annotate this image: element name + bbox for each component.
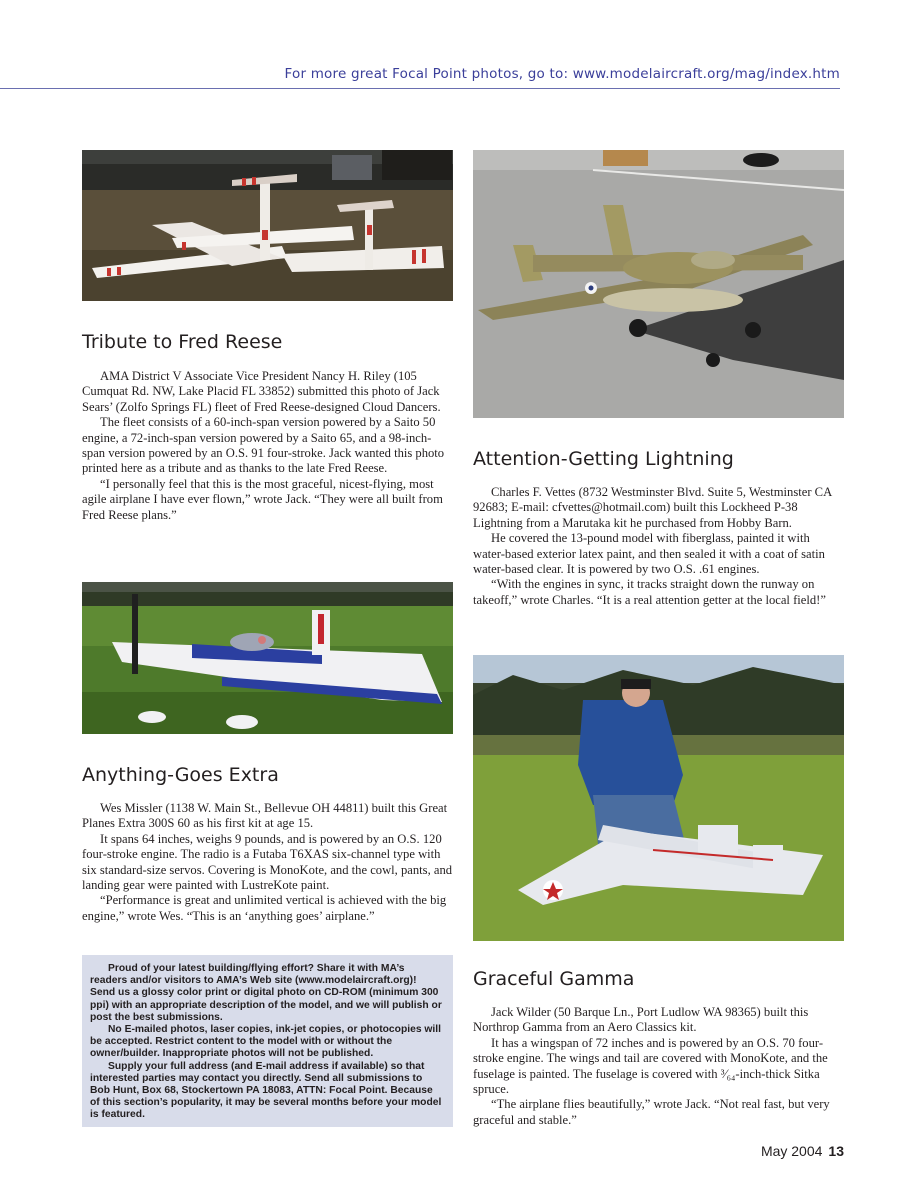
article-paragraph: He covered the 13-pound model with fiberglass, painted it with water-based exterior latex paint, and then sealed it with a coat of satin water-based clear. It is powered by two O.S. .61 engines.	[473, 531, 825, 577]
article-body-extra	[82, 801, 453, 924]
article-title-lightning: Attention-Getting Lightning	[473, 448, 734, 470]
article-paragraph: “Performance is great and unlimited vertical is achieved with the big engine,” wrote Wes. “This is an ‘anything goes’ airplane.”	[82, 893, 447, 923]
article-title-gamma: Graceful Gamma	[473, 968, 635, 990]
submission-paragraph: Supply your full address (and E-mail address if available) so that interested parties may contact you directly. Send all submissions to Bob Hunt, Box 68, Stockertown PA 18083, ATTN: Focal Point. Because of this section’s popularity, it may be several months before your model is featured.	[90, 1060, 442, 1121]
page-number: 13	[828, 1143, 844, 1159]
article-paragraph: “I personally feel that this is the most graceful, nicest-flying, most agile airplane I have ever flown,” wrote Jack. “They were all built from Fred Reese plans.”	[82, 476, 443, 522]
promo-link-text[interactable]: For more great Focal Point photos, go to: www.modelaircraft.org/mag/index.htm	[284, 66, 840, 82]
article-paragraph: The fleet consists of a 60-inch-span version powered by a Saito 50 engine, a 72-inch-span version powered by a Saito 65, and a 98-inch-span version powered by an O.S. 91 four-stroke. Jack wanted this photo printed here as a tribute and as thanks to the late Fred Reese.	[82, 415, 445, 476]
page-footer	[761, 1143, 844, 1159]
article-paragraph: Jack Wilder (50 Barque Ln., Port Ludlow WA 98365) built this Northrop Gamma from an Aero Classics kit.	[473, 1005, 809, 1035]
article-title-fred-reese: Tribute to Fred Reese	[82, 331, 283, 353]
article-paragraph: Wes Missler (1138 W. Main St., Bellevue OH 44811) built this Great Planes Extra 300S 60 as his first kit at age 15.	[82, 801, 448, 831]
article-body-lightning	[473, 485, 844, 608]
article-paragraph: AMA District V Associate Vice President Nancy H. Riley (105 Cumquat Rd. NW, Lake Placid FL 33852) submitted this photo of Jack Sears’ (Zolfo Springs FL) fleet of Fred Reese-designed Cloud Dancers.	[82, 369, 441, 414]
header-bar	[0, 64, 840, 89]
article-title-extra: Anything-Goes Extra	[82, 764, 279, 786]
article-paragraph: “With the engines in sync, it tracks straight down the runway on takeoff,” wrote Charles. “It is a real attention getter at the local field!”	[473, 577, 826, 607]
issue-date: May 2004	[760, 1143, 823, 1159]
submission-info-box	[82, 955, 453, 1127]
extra-300s-photo	[82, 582, 453, 734]
article-paragraph: It has a wingspan of 72 inches and is powered by an O.S. 70 four-stroke engine. The wings and tail are covered with MonoKote, and the fuselage is painted. The fuselage is covered with ³⁄₆₄-inch-thick Sitka spruce.	[473, 1035, 828, 1097]
northrop-gamma-photo	[473, 655, 844, 941]
article-paragraph: It spans 64 inches, weighs 9 pounds, and is powered by an O.S. 120 four-stroke engine. The radio is a Futaba T6XAS six-channel type with six standard-size servos. Covering is MonoKote, and the cowl, pants, and landing gear were painted with LustreKote paint.	[82, 831, 453, 893]
article-body-gamma	[473, 1005, 844, 1128]
submission-paragraph: No E-mailed photos, laser copies, ink-jet copies, or photocopies will be accepted. Restrict content to the model with or without the owner/builder. Inappropriate photos will not be published.	[90, 1024, 441, 1060]
article-paragraph: Charles F. Vettes (8732 Westminster Blvd. Suite 5, Westminster CA 92683; E-mail: cfvettes@hotmail.com) built this Lockheed P-38 Lightning from a Marutaka kit he purchased from Hobby Barn.	[473, 485, 832, 530]
p38-lightning-photo	[473, 150, 844, 418]
submission-paragraph: Proud of your latest building/flying effort? Share it with MA’s readers and/or visitors to AMA’s Web site (www.modelaircraft.org)! Send us a glossy color print or digital photo on CD-ROM (minimum 300 ppi) with an appropriate description of the model, and we will publish or post the best submissions.	[90, 963, 442, 1023]
article-body-fred-reese	[82, 369, 453, 523]
cloud-dancers-photo	[82, 150, 453, 301]
article-paragraph: “The airplane flies beautifully,” wrote Jack. “Not real fast, but very graceful and stable.”	[473, 1097, 830, 1127]
